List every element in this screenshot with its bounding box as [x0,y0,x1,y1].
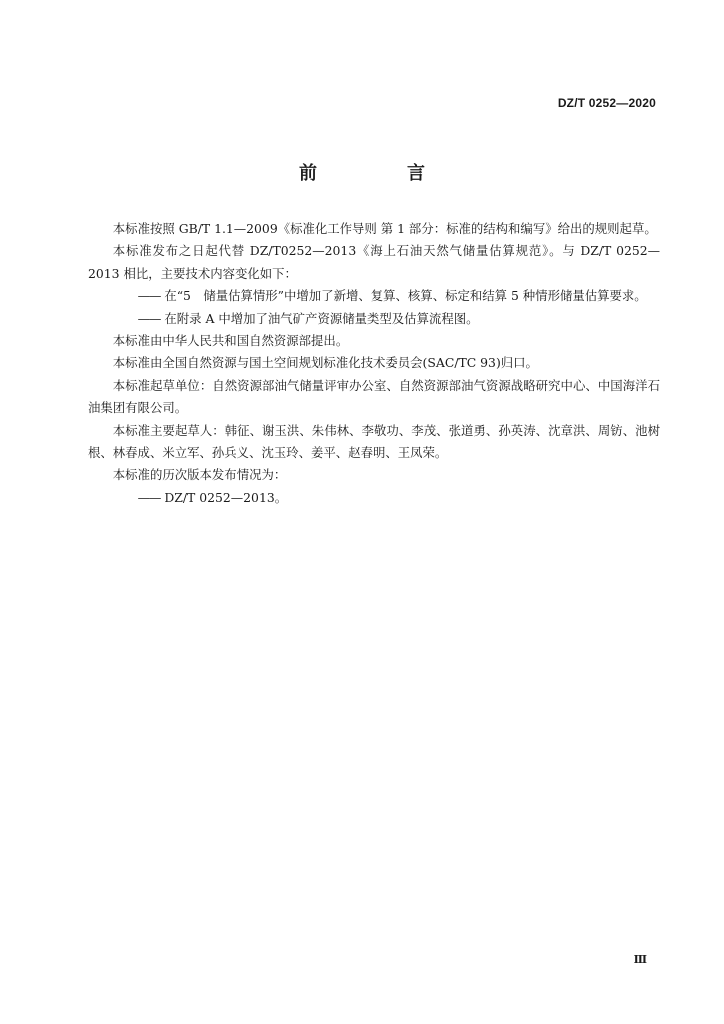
change-item-2 [88,308,660,330]
paragraph-history: 本标准的历次版本发布情况为： [112,467,287,483]
paragraph-drafters: 本标准主要起草人：韩征、谢玉洪、朱伟林、李敬功、李茂、张道勇、孙英涛、沈章洪、周钫、池树根、林春成、米立军、孙兵义、沈玉玲、姜平、赵春明、王凤荣。 [88,422,660,461]
paragraph-committee: 本标准由全国自然资源与国土空间规划标准化技术委员会(SAC/TC 93)归口。 [112,355,538,371]
change-item-2-text: 在附录 A 中增加了油气矿产资源储量类型及估算流程图。 [164,310,479,326]
page-number: Ⅲ [633,953,647,966]
paragraph-drafting-units: 本标准起草单位：自然资源部油气储量评审办公室、自然资源部油气资源战略研究中心、中国海洋石油集团有限公司。 [88,377,660,416]
foreword-body [88,218,660,509]
change-item-1-text: 在“5 储量估算情形”中增加了新增、复算、核算、标定和结算 5 种情形储量估算要求。 [164,288,647,304]
dash-marker: —— [137,310,161,326]
change-item-1 [88,285,660,307]
dash-marker: —— [137,489,161,505]
history-item-1-text: DZ/T 0252—2013。 [164,489,288,505]
dash-marker: —— [137,288,161,304]
paragraph-drafting-rules: 本标准按照 GB/T 1.1—2009《标准化工作导则 第 1 部分：标准的结构和编写》给出的规则起草。 [112,221,657,236]
history-item-1 [88,487,660,509]
standard-code: DZ/T 0252—2020 [557,96,656,110]
page-title: 前 言 [299,163,461,184]
paragraph-proposer: 本标准由中华人民共和国自然资源部提出。 [112,333,349,349]
paragraph-replacement: 本标准发布之日起代替 DZ/T0252—2013《海上石油天然气储量估算规范》。与 DZ/T 0252—2013 相比，主要技术内容变化如下： [88,243,660,281]
